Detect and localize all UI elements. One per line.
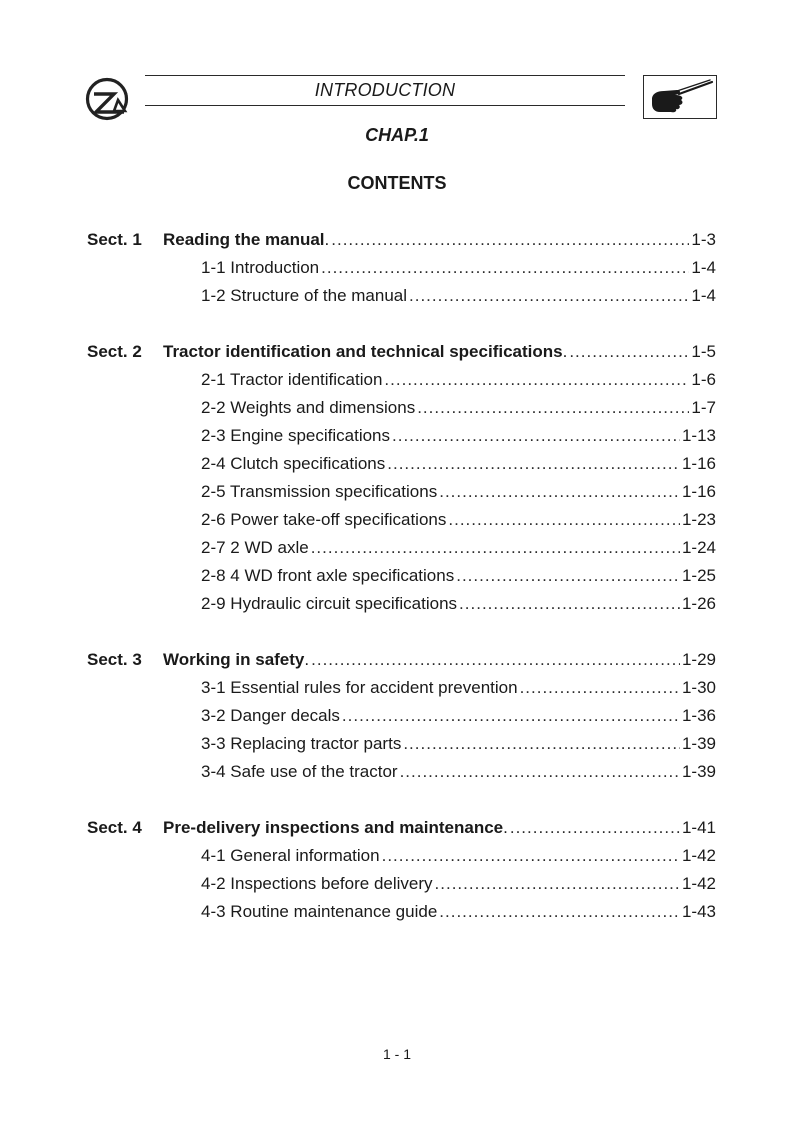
toc-item-2-5[interactable] <box>0 480 794 504</box>
page-number: 1-39 <box>681 762 716 781</box>
toc-entry <box>201 564 716 588</box>
section-title: Pre-delivery inspections and maintenance <box>163 818 504 837</box>
toc-item-4-1[interactable] <box>0 844 794 868</box>
toc-entry <box>201 732 716 756</box>
dot-leader <box>392 424 680 448</box>
page-number: 1-7 <box>691 398 716 417</box>
item-title: 3-3 Replacing tractor parts <box>201 734 402 753</box>
section-title: Reading the manual <box>163 230 325 249</box>
toc-item-1-2[interactable] <box>0 284 794 308</box>
toc-entry <box>201 424 716 448</box>
item-title: 2-3 Engine specifications <box>201 426 391 445</box>
dot-leader <box>439 900 680 924</box>
dot-leader <box>311 536 680 560</box>
page-number: 1-23 <box>681 510 716 529</box>
toc-entry <box>201 284 716 308</box>
contents-heading: CONTENTS <box>347 173 447 193</box>
dot-leader <box>342 704 680 728</box>
toc-entry <box>201 508 716 532</box>
section-label: Sect. 4 <box>87 818 142 837</box>
section-label: Sect. 1 <box>87 230 142 249</box>
dot-leader <box>331 228 689 252</box>
toc-entry <box>201 760 716 784</box>
item-title: 2-7 2 WD axle <box>201 538 309 557</box>
toc-item-2-2[interactable] <box>0 396 794 420</box>
toc-entry <box>201 704 716 728</box>
dot-leader <box>387 452 680 476</box>
toc-entry <box>201 480 716 504</box>
item-title: 3-4 Safe use of the tractor <box>201 762 398 781</box>
item-title: 4-1 General information <box>201 846 380 865</box>
dot-leader <box>448 508 680 532</box>
dot-leader <box>400 760 680 784</box>
page-number: 1-41 <box>681 818 716 837</box>
toc-entry <box>163 648 716 672</box>
toc-item-1-1[interactable] <box>0 256 794 280</box>
dot-leader <box>417 396 689 420</box>
page-number: 1-3 <box>691 230 716 249</box>
toc-item-2-9[interactable] <box>0 592 794 616</box>
section-label: Sect. 3 <box>87 650 142 669</box>
toc-entry <box>163 340 716 364</box>
toc-entry <box>163 816 716 840</box>
toc-item-4-2[interactable] <box>0 872 794 896</box>
page-number: 1-39 <box>681 734 716 753</box>
item-title: 3-1 Essential rules for accident prevention <box>201 678 518 697</box>
page-number: 1-42 <box>681 874 716 893</box>
page-number: 1-43 <box>681 902 716 921</box>
page-number: 1-30 <box>681 678 716 697</box>
dot-leader <box>311 648 680 672</box>
toc-entry <box>201 900 716 924</box>
toc-entry <box>201 536 716 560</box>
item-title: 2-1 Tractor identification <box>201 370 383 389</box>
item-title: 1-1 Introduction <box>201 258 320 277</box>
toc-entry <box>163 228 716 252</box>
toc-entry <box>201 592 716 616</box>
toc-section-2[interactable] <box>0 340 794 364</box>
dot-leader <box>459 592 680 616</box>
toc-section-1[interactable] <box>0 228 794 252</box>
dot-leader <box>569 340 689 364</box>
toc-item-4-3[interactable] <box>0 900 794 924</box>
toc-item-2-3[interactable] <box>0 424 794 448</box>
item-title: 4-2 Inspections before delivery <box>201 874 433 893</box>
toc-item-2-6[interactable] <box>0 508 794 532</box>
page-number: 1-13 <box>681 426 716 445</box>
toc-item-3-2[interactable] <box>0 704 794 728</box>
section-title-suffix: . <box>304 650 310 669</box>
toc-entry <box>201 844 716 868</box>
page-number: 1-26 <box>681 594 716 613</box>
page-number: 1-42 <box>681 846 716 865</box>
toc-entry <box>201 452 716 476</box>
toc-item-3-1[interactable] <box>0 676 794 700</box>
page-number: 1-24 <box>681 538 716 557</box>
item-title: 1-2 Structure of the manual <box>201 286 408 305</box>
item-title: 2-6 Power take-off specifications <box>201 510 447 529</box>
toc-entry <box>201 368 716 392</box>
footer-page-number: 1 - 1 <box>382 1046 411 1062</box>
toc-section-4[interactable] <box>0 816 794 840</box>
dot-leader <box>382 844 680 868</box>
dot-leader <box>321 256 689 280</box>
dot-leader <box>510 816 680 840</box>
toc-item-3-4[interactable] <box>0 760 794 784</box>
item-title: 3-2 Danger decals <box>201 706 340 725</box>
header-title: INTRODUCTION <box>314 80 456 100</box>
section-title: Working in safety <box>163 650 305 669</box>
section-title-suffix: . <box>324 230 330 249</box>
dot-leader <box>409 284 689 308</box>
page-number: 1-4 <box>691 258 716 277</box>
section-title-suffix: . <box>562 342 568 361</box>
page-number: 1-6 <box>691 370 716 389</box>
page-number: 1-16 <box>681 482 716 501</box>
item-title: 4-3 Routine maintenance guide <box>201 902 438 921</box>
dot-leader <box>456 564 680 588</box>
chapter-title: CHAP.1 <box>365 125 429 145</box>
item-title: 2-4 Clutch specifications <box>201 454 386 473</box>
dot-leader <box>384 368 689 392</box>
page-number: 1-4 <box>691 286 716 305</box>
section-title-suffix: . <box>503 818 508 837</box>
toc-entry <box>201 396 716 420</box>
section-label: Sect. 2 <box>87 342 142 361</box>
page-number: 1-36 <box>681 706 716 725</box>
toc-item-3-3[interactable] <box>0 732 794 756</box>
toc-section-3[interactable] <box>0 648 794 672</box>
toc-item-2-8[interactable] <box>0 564 794 588</box>
section-title: Tractor identification and technical specifications <box>163 342 563 361</box>
dot-leader <box>435 872 680 896</box>
page-number: 1-29 <box>681 650 716 669</box>
page-number: 1-5 <box>691 342 716 361</box>
item-title: 2-2 Weights and dimensions <box>201 398 416 417</box>
dot-leader <box>403 732 680 756</box>
dot-leader <box>439 480 680 504</box>
toc-item-2-7[interactable] <box>0 536 794 560</box>
dot-leader <box>520 676 680 700</box>
page-number: 1-25 <box>681 566 716 585</box>
item-title: 2-5 Transmission specifications <box>201 482 438 501</box>
toc-entry <box>201 676 716 700</box>
page-number: 1-16 <box>681 454 716 473</box>
toc-entry <box>201 256 716 280</box>
toc-item-2-4[interactable] <box>0 452 794 476</box>
item-title: 2-8 4 WD front axle specifications <box>201 566 455 585</box>
toc-entry <box>201 872 716 896</box>
toc-item-2-1[interactable] <box>0 368 794 392</box>
item-title: 2-9 Hydraulic circuit specifications <box>201 594 458 613</box>
